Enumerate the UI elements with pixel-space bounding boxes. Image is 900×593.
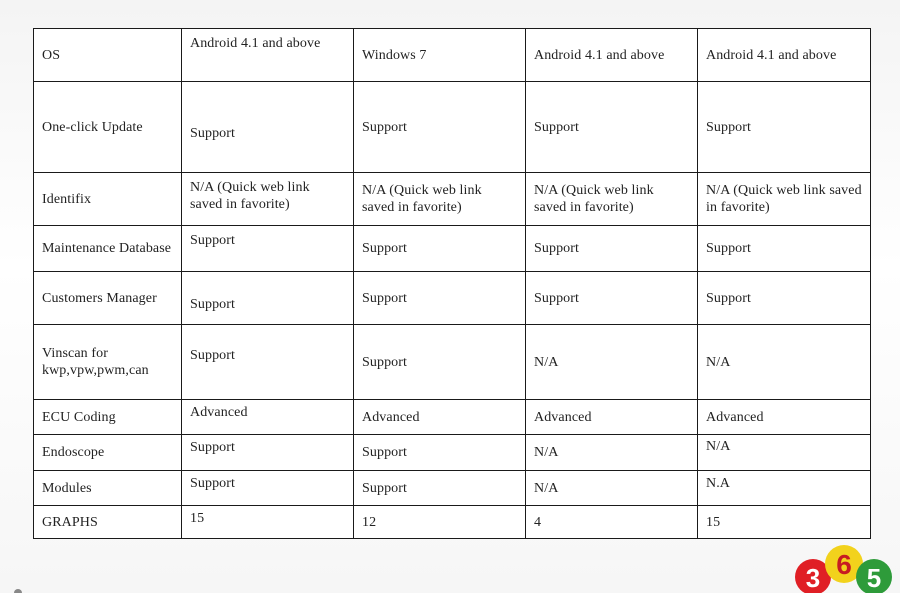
table-cell: Support xyxy=(354,226,526,272)
table-cell: N/A (Quick web link saved in favorite) xyxy=(354,173,526,226)
table-row xyxy=(34,272,871,325)
row-label: One-click Update xyxy=(34,82,182,173)
table-cell: Support xyxy=(354,471,526,506)
row-label: Vinscan for kwp,vpw,pwm,can xyxy=(34,325,182,400)
table-cell: 4 xyxy=(526,506,698,539)
table-cell: N/A (Quick web link saved in favorite) xyxy=(526,173,698,226)
table-row xyxy=(34,400,871,435)
table-cell: Advanced xyxy=(526,400,698,435)
table-cell: N/A xyxy=(526,471,698,506)
table-cell: N/A xyxy=(698,325,871,400)
table-row xyxy=(34,471,871,506)
logo-digit-3: 3 xyxy=(805,563,821,593)
row-label: Modules xyxy=(34,471,182,506)
table-cell: Support xyxy=(182,226,354,272)
table-cell: Android 4.1 and above xyxy=(698,29,871,82)
table-cell: N/A xyxy=(698,435,871,471)
table-cell: N/A (Quick web link saved in favorite) xyxy=(698,173,871,226)
table-cell: N/A xyxy=(526,435,698,471)
table-cell: Android 4.1 and above xyxy=(182,29,354,82)
table-cell: Advanced xyxy=(354,400,526,435)
table-cell: N/A xyxy=(526,325,698,400)
table-cell: Support xyxy=(182,435,354,471)
row-label: OS xyxy=(34,29,182,82)
table-cell: 15 xyxy=(698,506,871,539)
logo-digit-5: 5 xyxy=(866,563,882,593)
table-cell: Advanced xyxy=(698,400,871,435)
table-cell: Support xyxy=(354,272,526,325)
row-label: GRAPHS xyxy=(34,506,182,539)
row-label: ECU Coding xyxy=(34,400,182,435)
table-cell: Support xyxy=(354,435,526,471)
table-row xyxy=(34,29,871,82)
table-row xyxy=(34,325,871,400)
table-cell: Support xyxy=(354,82,526,173)
logo-365-graphic xyxy=(794,533,900,593)
table-cell: 15 xyxy=(182,506,354,539)
table-cell: Support xyxy=(182,325,354,400)
table-cell: N.A xyxy=(698,471,871,506)
table-row xyxy=(34,506,871,539)
comparison-table xyxy=(33,28,871,539)
table-cell: N/A (Quick web link saved in favorite) xyxy=(182,173,354,226)
row-label: Endoscope xyxy=(34,435,182,471)
table-cell: Support xyxy=(526,226,698,272)
table-cell: Support xyxy=(526,272,698,325)
table-cell: Windows 7 xyxy=(354,29,526,82)
row-label: Customers Manager xyxy=(34,272,182,325)
table-cell: 12 xyxy=(354,506,526,539)
table-cell: Android 4.1 and above xyxy=(526,29,698,82)
brand-logo xyxy=(794,533,900,593)
table-cell: Support xyxy=(698,226,871,272)
table-cell: Support xyxy=(354,325,526,400)
table-cell: Support xyxy=(698,82,871,173)
table-cell: Advanced xyxy=(182,400,354,435)
table-row xyxy=(34,435,871,471)
table-cell: Support xyxy=(182,272,354,325)
logo-digit-6: 6 xyxy=(836,549,852,580)
table-row xyxy=(34,82,871,173)
row-label: Maintenance Database xyxy=(34,226,182,272)
table-row xyxy=(34,226,871,272)
table-row xyxy=(34,173,871,226)
table-cell: Support xyxy=(526,82,698,173)
table-cell: Support xyxy=(698,272,871,325)
row-label: Identifix xyxy=(34,173,182,226)
table-cell: Support xyxy=(182,471,354,506)
table-cell: Support xyxy=(182,82,354,173)
corner-dot xyxy=(14,589,22,593)
